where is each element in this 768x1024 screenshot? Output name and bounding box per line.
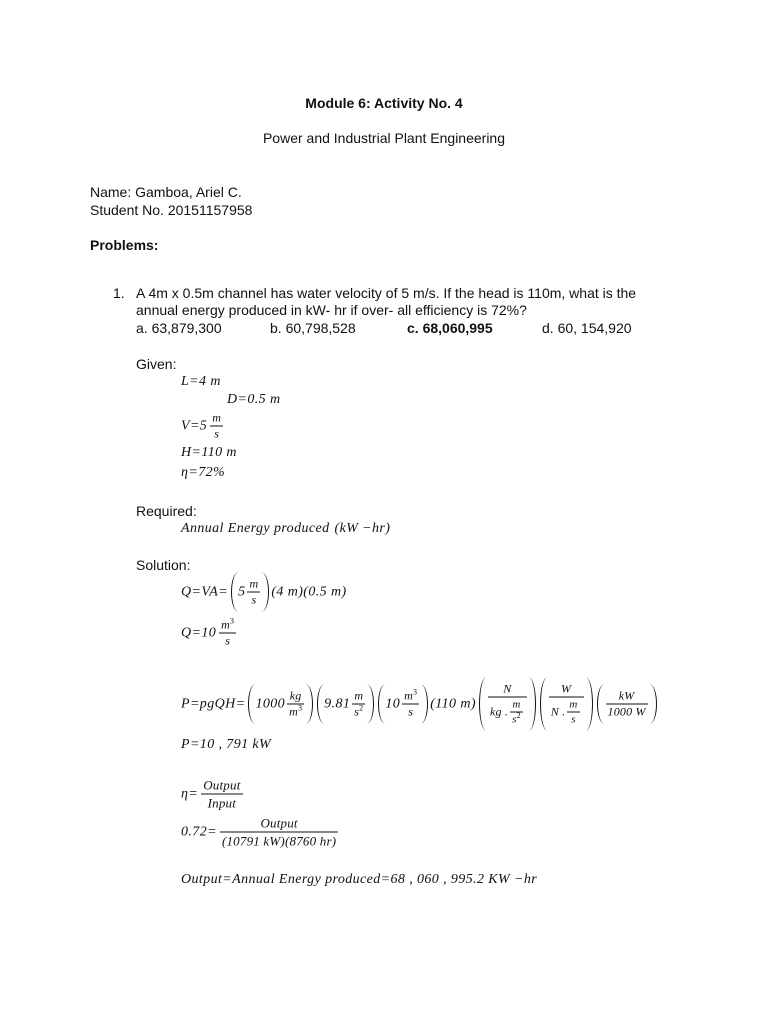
exponent: 3: [297, 703, 303, 713]
output-fraction: [220, 816, 338, 849]
fraction-denominator: [287, 705, 304, 719]
fraction-denominator: [510, 710, 523, 726]
choice-d: d. 60, 154,920: [542, 320, 632, 336]
depth-equation: D=0.5 m: [227, 392, 281, 407]
choice-b: b. 60,798,528: [270, 320, 356, 336]
fraction-denominator: s: [571, 713, 576, 726]
given-efficiency: [181, 465, 226, 481]
eq6-lhs: 0.72=: [181, 824, 217, 839]
length-equation: L=4 m: [181, 374, 221, 389]
power-equation: [181, 678, 659, 731]
eq2-lhs: Q=10: [181, 625, 217, 640]
flow-rate-result: [181, 616, 237, 648]
newton-conversion-fraction: [488, 683, 527, 726]
efficiency-definition: [181, 778, 244, 811]
fraction-numerator: m: [510, 699, 523, 713]
kilowatt-conversion-term: [596, 685, 658, 724]
kilowatt-conversion-fraction: [606, 690, 648, 719]
student-number: Student No. 20151157958: [90, 202, 253, 218]
fraction-numerator: [219, 616, 236, 634]
head-equation: H=110 m: [181, 445, 237, 460]
page-title: Module 6: Activity No. 4: [305, 95, 463, 111]
given-heading: Given:: [136, 356, 177, 372]
velocity-coefficient: 5: [238, 584, 246, 599]
unit-text: s: [354, 704, 360, 719]
eq3-lhs: P=pgQH=: [181, 696, 246, 711]
required-unit: (kW −hr): [334, 521, 391, 536]
gravity-term: [316, 685, 375, 724]
velocity-lhs: V=5: [181, 418, 208, 433]
gravity-unit-fraction: [352, 690, 365, 719]
fraction-numerator: N: [488, 683, 527, 698]
density-term: [247, 685, 314, 724]
acceleration-unit-fraction: [510, 699, 523, 726]
unit-text: m: [404, 688, 414, 703]
fraction-numerator: W: [549, 683, 584, 698]
fraction-numerator: m: [352, 690, 365, 705]
fraction-denominator: [352, 705, 365, 719]
choice-a: a. 63,879,300: [136, 320, 222, 336]
unit-text: m: [289, 704, 298, 719]
flow-unit-fraction: [219, 616, 236, 648]
fraction-numerator: Output: [203, 777, 241, 793]
exponent: 3: [413, 687, 418, 697]
problems-heading: Problems:: [90, 237, 159, 253]
required-text: Annual Energy produced: [181, 521, 330, 536]
efficiency-fraction: [201, 778, 242, 811]
exponent: 2: [516, 710, 521, 720]
fraction-numerator: Output: [220, 816, 338, 833]
fraction-numerator: [402, 687, 419, 705]
watt-conversion-fraction: [549, 683, 584, 726]
newton-conversion-term: [478, 678, 537, 731]
unit-text: m: [221, 617, 231, 632]
fraction-denominator: [549, 698, 584, 726]
given-depth: [227, 392, 281, 408]
fraction-denominator: Input: [207, 795, 237, 811]
problem-number: 1.: [113, 285, 125, 301]
eq5-lhs: η=: [181, 786, 199, 801]
exponent: 2: [359, 703, 364, 713]
power-result: [181, 737, 272, 753]
power-result-text: P=10 , 791 kW: [181, 737, 272, 752]
flow-term: [377, 685, 429, 724]
fraction-numerator: kg: [287, 690, 304, 705]
fraction-denominator: s: [225, 633, 231, 648]
problem-text-line-2: annual energy produced in kW- hr if over- all efficiency is 72%?: [136, 302, 527, 318]
final-answer-text: Output=Annual Energy produced=68 , 060 , 995.2 KW −hr: [181, 872, 538, 887]
given-length: [181, 374, 222, 390]
efficiency-equation: η=72%: [181, 465, 226, 480]
gravity-coefficient: 9.81: [324, 696, 351, 711]
fraction-denominator: s: [408, 704, 414, 719]
fraction-denominator: (10791 kW)(8760 hr): [221, 833, 337, 849]
exponent: 3: [230, 616, 235, 626]
required-heading: Required:: [136, 503, 197, 519]
density-coefficient: 1000: [255, 696, 286, 711]
student-name: Name: Gamboa, Ariel C.: [90, 184, 242, 200]
fraction-numerator: kW: [606, 690, 648, 705]
flow-unit-fraction: [402, 687, 419, 719]
fraction-numerator: m: [212, 410, 222, 425]
final-answer: [181, 872, 538, 888]
velocity-unit-fraction: [567, 699, 579, 726]
area-terms: (4 m)(0.5 m): [271, 584, 347, 599]
head-term: (110 m): [430, 696, 476, 711]
fraction-denominator: [488, 698, 527, 726]
problem-text-line-1: A 4m x 0.5m channel has water velocity of 5 m/s. If the head is 110m, what is the: [136, 285, 637, 301]
flow-coefficient: 10: [385, 696, 401, 711]
given-velocity: [181, 412, 224, 441]
fraction-numerator: m: [249, 576, 259, 591]
fraction-numerator: m: [569, 698, 578, 711]
fraction-denominator: s: [214, 426, 220, 441]
flow-rate-equation: [181, 573, 348, 612]
solution-heading: Solution:: [136, 557, 191, 573]
fraction-denominator: s: [251, 592, 257, 607]
density-unit-fraction: [287, 690, 304, 719]
watt-conversion-term: [539, 678, 594, 731]
eq1-lhs: Q=VA=: [181, 584, 229, 599]
fraction-denominator: 1000 W: [607, 704, 646, 719]
velocity-unit-fraction: [210, 412, 223, 441]
denominator-prefix: N .: [550, 704, 566, 719]
given-head: [181, 445, 238, 461]
course-subtitle: Power and Industrial Plant Engineering: [262, 130, 506, 146]
unit-text: s: [512, 713, 517, 726]
choice-c-answer: c. 68,060,995: [407, 320, 493, 336]
denominator-prefix: kg .: [489, 704, 509, 719]
required-quantity: [181, 521, 391, 537]
velocity-unit-fraction: [247, 578, 260, 607]
efficiency-substitution: [181, 816, 339, 849]
velocity-term: [230, 573, 270, 612]
